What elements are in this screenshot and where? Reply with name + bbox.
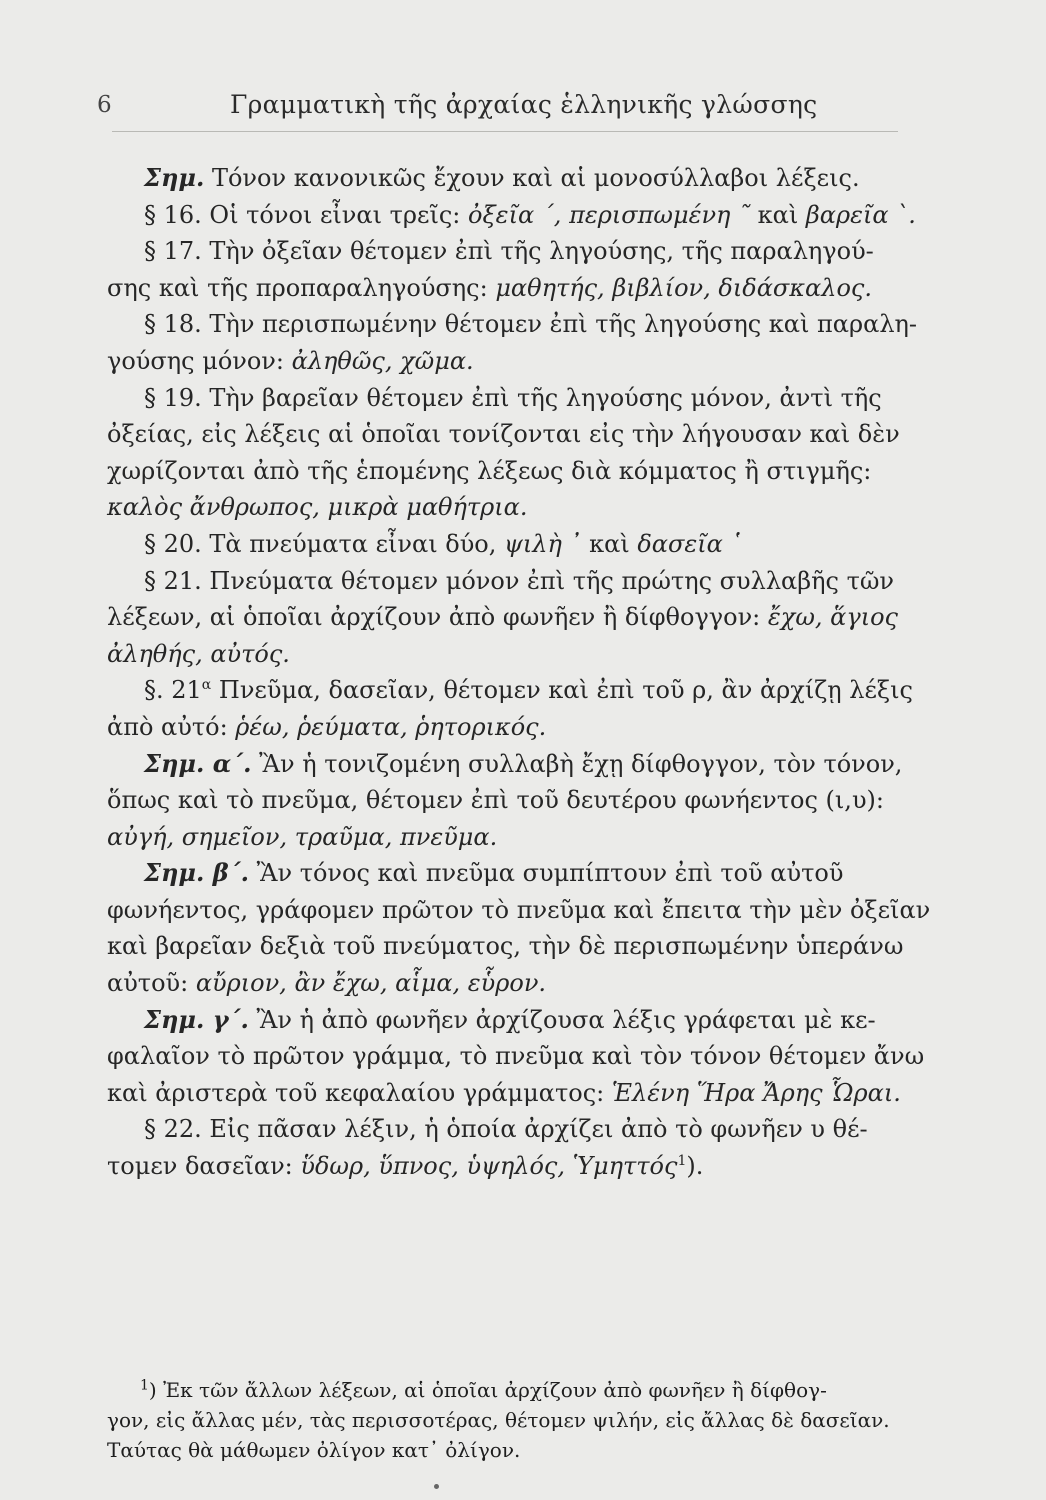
section-19-line2: ὀξείας, εἰς λέξεις αἱ ὁποῖαι τονίζονται εἰς τὴν λήγουσαν καὶ δὲν	[107, 420, 900, 449]
note-c-line1	[107, 1002, 927, 1039]
note-c-line3	[107, 1075, 927, 1112]
page-header	[0, 88, 1046, 128]
text-line: σης καὶ τῆς προπαραληγούσης:	[107, 273, 496, 302]
note-b-line3: καὶ βαρεῖαν δεξιὰ τοῦ πνεύματος, τὴν δὲ περισπωμένην ὑπεράνω	[107, 932, 904, 961]
footnote-marker: 1	[140, 1377, 149, 1394]
section-20	[107, 526, 927, 563]
header-rule	[112, 131, 898, 132]
example-text: ἔχω, ἅγιος	[767, 603, 898, 632]
example-text: ὕδωρ, ὕπνος, ὑψηλός, Ὑμηττός	[300, 1152, 678, 1181]
footnote-ref: 1	[677, 1153, 687, 1170]
note-b-line4	[107, 965, 927, 1002]
printer-dot	[434, 1484, 439, 1489]
example-text: ῥέω, ῥεύματα, ῥητορικός.	[235, 712, 547, 741]
section-22-line1: § 22. Εἰς πᾶσαν λέξιν, ἡ ὁποία ἀρχίζει ἀπὸ τὸ φωνῆεν υ θέ-	[144, 1115, 868, 1144]
section-21a-line1	[107, 672, 927, 709]
note-label: Σημ. β´.	[144, 858, 249, 888]
note-label: Σημ.	[144, 163, 205, 192]
note-b-line2: φωνήεντος, γράφομεν πρῶτον τὸ πνεῦμα καὶ ἔπειτα τὴν μὲν ὀξεῖαν	[107, 895, 931, 924]
example-text: αὔριον, ἂν ἔχω, αἷμα, εὗρον.	[195, 969, 547, 998]
example-text: ὀξεῖα ´, περισπωμένη ῀	[468, 200, 758, 229]
text-line: τομεν δασεῖαν:	[107, 1152, 301, 1181]
note-label: Σημ. α´.	[144, 748, 252, 778]
text-line: καὶ	[581, 529, 638, 558]
example-text: μαθητής, βιβλίον, διδάσκαλος.	[495, 273, 872, 302]
text-line: καὶ ἀριστερὰ τοῦ κεφαλαίου γράμματος:	[107, 1078, 612, 1107]
note-a-line1	[107, 746, 927, 783]
footnote-line1	[107, 1375, 927, 1405]
running-title: Γραμματικὴ τῆς ἀρχαίας ἑλληνικῆς γλώσσης	[230, 90, 818, 119]
note-c-line2: φαλαῖον τὸ πρῶτον γράμμα, τὸ πνεῦμα καὶ τὸν τόνον θέτομεν ἄνω	[107, 1042, 925, 1071]
text-line: § 16. Οἱ τόνοι εἶναι τρεῖς:	[144, 200, 469, 229]
section-16	[107, 197, 927, 234]
text-line: ).	[686, 1152, 704, 1181]
example-text: Ἑλένη Ἥρα Ἄρης Ὧραι.	[611, 1078, 901, 1107]
text-line: Τόνον κανονικῶς ἔχουν καὶ αἱ μονοσύλλαβοι λέξεις.	[204, 164, 860, 192]
section-19-line4: καλὸς ἄνθρωπος, μικρὰ μαθήτρια.	[107, 493, 528, 522]
page-number: 6	[97, 92, 112, 118]
section-17-line2	[107, 270, 927, 307]
footnote-line2: γον, εἰς ἄλλας μέν, τὰς περισσοτέρας, θέτομεν ψιλήν, εἰς ἄλλας δὲ δασεῖαν.	[107, 1408, 890, 1432]
footnote-line3: Ταύτας θὰ μάθωμεν ὀλίγον κατ᾽ ὀλίγον.	[107, 1438, 521, 1462]
section-21a-line2	[107, 709, 927, 746]
text-line: γούσης μόνον:	[107, 346, 292, 375]
note-paragraph	[107, 160, 927, 197]
section-18-line2	[107, 343, 927, 380]
text-line: Ἂν τόνος καὶ πνεῦμα συμπίπτουν ἐπὶ τοῦ αὐτοῦ	[249, 859, 844, 888]
note-a-line3: αὐγή, σημεῖον, τραῦμα, πνεῦμα.	[107, 822, 498, 851]
section-19-line1: § 19. Τὴν βαρεῖαν θέτομεν ἐπὶ τῆς ληγούσης μόνον, ἀντὶ τῆς	[144, 383, 882, 412]
section-21-line2	[107, 599, 927, 636]
text-line: αὐτοῦ:	[107, 969, 196, 998]
text-line: Ἂν ἡ τονιζομένη συλλαβὴ ἔχῃ δίφθογγον, τὸν τόνον,	[251, 749, 903, 778]
text-line: ἀπὸ αὐτό:	[107, 712, 236, 741]
text-line: § 20. Τὰ πνεύματα εἶναι δύο,	[144, 529, 504, 558]
example-text: ψιλὴ ᾿	[504, 529, 582, 558]
text-line: καὶ	[757, 200, 806, 229]
text-line: Πνεῦμα, δασεῖαν, θέτομεν καὶ ἐπὶ τοῦ ρ, ἂν ἀρχίζῃ λέξις	[211, 676, 913, 705]
example-text: ἀληθῶς, χῶμα.	[291, 346, 474, 375]
example-text: βαρεῖα `.	[805, 200, 916, 229]
section-17-line1: § 17. Τὴν ὀξεῖαν θέτομεν ἐπὶ τῆς ληγούσης, τῆς παραληγού-	[144, 237, 874, 266]
example-text: δασεῖα ῾	[637, 529, 743, 558]
section-18-line1: § 18. Τὴν περισπωμένην θέτομεν ἐπὶ τῆς ληγούσης καὶ παραλη-	[144, 310, 918, 339]
footnote	[107, 1375, 927, 1465]
text-line: §. 21	[144, 676, 202, 705]
section-22-line2	[107, 1148, 927, 1185]
text-line: ) Ἐκ τῶν ἄλλων λέξεων, αἱ ὁποῖαι ἀρχίζουν ἀπὸ φωνῆεν ἢ δίφθογ-	[148, 1378, 827, 1402]
note-b-line1	[107, 855, 927, 892]
note-a-line2: ὅπως καὶ τὸ πνεῦμα, θέτομεν ἐπὶ τοῦ δευτέρου φωνήεντος (ι,υ):	[107, 786, 884, 815]
superscript: α	[201, 677, 212, 694]
section-21-line3: ἀληθής, αὐτός.	[107, 639, 290, 668]
section-21-line1: § 21. Πνεύματα θέτομεν μόνον ἐπὶ τῆς πρώτης συλλαβῆς τῶν	[144, 566, 895, 595]
text-line: Ἂν ἡ ἀπὸ φωνῆεν ἀρχίζουσα λέξις γράφεται μὲ κε-	[248, 1005, 876, 1034]
section-19-line3: χωρίζονται ἀπὸ τῆς ἑπομένης λέξεως διὰ κόμματος ἢ στιγμῆς:	[107, 456, 872, 485]
note-label: Σημ. γ´.	[144, 1004, 249, 1034]
text-line: λέξεων, αἱ ὁποῖαι ἀρχίζουν ἀπὸ φωνῆεν ἢ δίφθογγον:	[107, 603, 768, 632]
main-text	[107, 160, 931, 1185]
